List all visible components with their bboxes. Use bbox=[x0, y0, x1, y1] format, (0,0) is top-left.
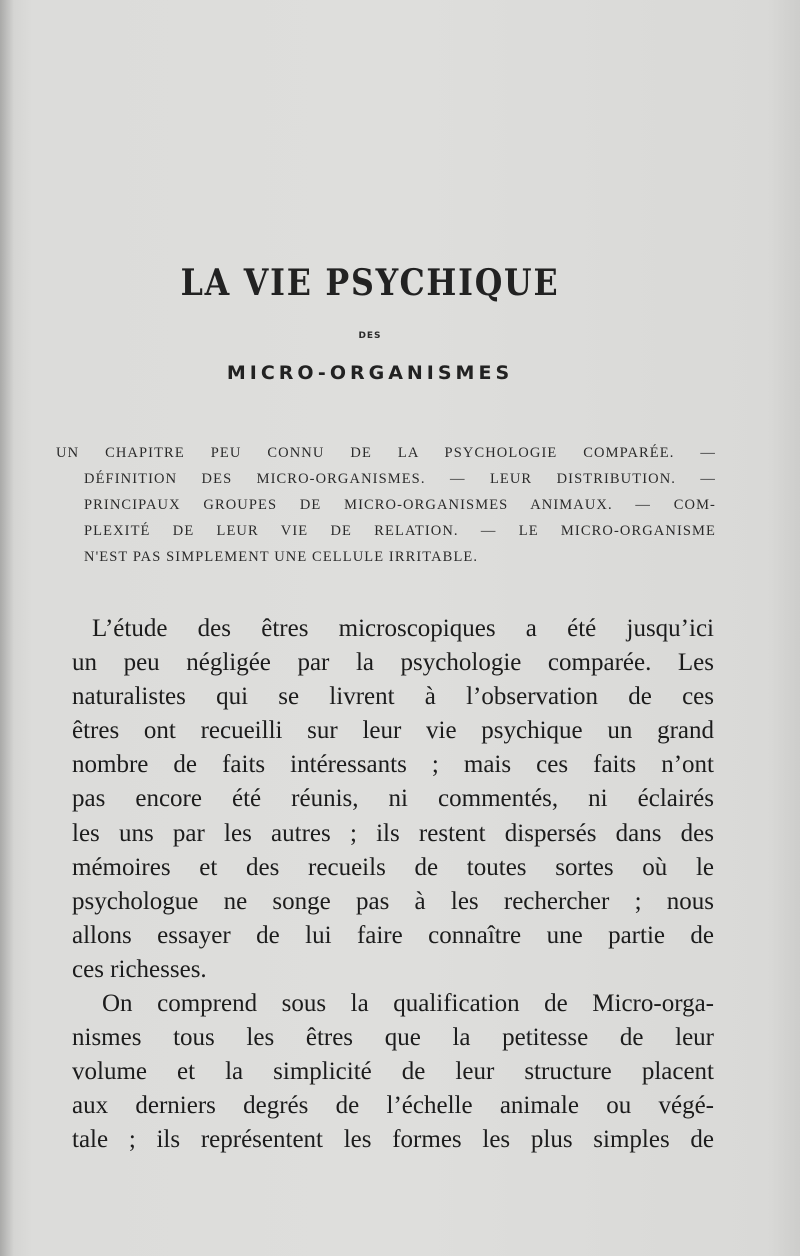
body-line: êtres ont recueilli sur leur vie psychique un grand bbox=[72, 717, 714, 745]
body-line: tale ; ils représentent les formes les plus simples de bbox=[72, 1126, 714, 1154]
summary-line: N'EST PAS SIMPLEMENT UNE CELLULE IRRITABLE. bbox=[84, 549, 479, 565]
body-line: les uns par les autres ; ils restent dispersés dans des bbox=[72, 819, 714, 847]
body-line: nismes tous les êtres que la petitesse de leur bbox=[72, 1024, 714, 1052]
body-line: naturalistes qui se livrent à l’observation de ces bbox=[72, 683, 714, 711]
body-line: L’étude des êtres microscopiques a été jusqu’ici bbox=[92, 615, 714, 642]
chapter-summary bbox=[56, 440, 716, 570]
body-text bbox=[72, 612, 714, 1158]
body-line: mémoires et des recueils de toutes sortes où le bbox=[72, 853, 714, 881]
summary-line: PLEXITÉ DE LEUR VIE DE RELATION. — LE MICRO-ORGANISME bbox=[84, 523, 716, 539]
body-line: psychologue ne songe pas à les rechercher ; nous bbox=[72, 887, 714, 915]
body-line: nombre de faits intéressants ; mais ces faits n’ont bbox=[72, 751, 714, 779]
title-connector: DES bbox=[358, 331, 382, 341]
summary-line: UN CHAPITRE PEU CONNU DE LA PSYCHOLOGIE COMPARÉE. — bbox=[56, 445, 716, 461]
body-line: On comprend sous la qualification de Micro-orga- bbox=[102, 990, 714, 1018]
body-line: pas encore été réunis, ni commentés, ni éclairés bbox=[72, 785, 714, 813]
summary-line: PRINCIPAUX GROUPES DE MICRO-ORGANISMES ANIMAUX. — COM- bbox=[84, 497, 716, 513]
chapter-subtitle: MICRO-ORGANISMES bbox=[226, 362, 514, 384]
body-line: volume et la simplicité de leur structure placent bbox=[72, 1058, 714, 1086]
body-line: aux derniers degrés de l’échelle animale ou végé- bbox=[72, 1092, 714, 1120]
page-spine-shadow bbox=[0, 0, 14, 1256]
body-line: un peu négligée par la psychologie comparée. Les bbox=[72, 649, 714, 677]
body-line: ces richesses. bbox=[72, 955, 207, 983]
chapter-title: LA VIE PSYCHIQUE bbox=[180, 262, 560, 304]
body-line: allons essayer de lui faire connaître une partie de bbox=[72, 921, 714, 949]
summary-line: DÉFINITION DES MICRO-ORGANISMES. — LEUR DISTRIBUTION. — bbox=[84, 471, 716, 487]
